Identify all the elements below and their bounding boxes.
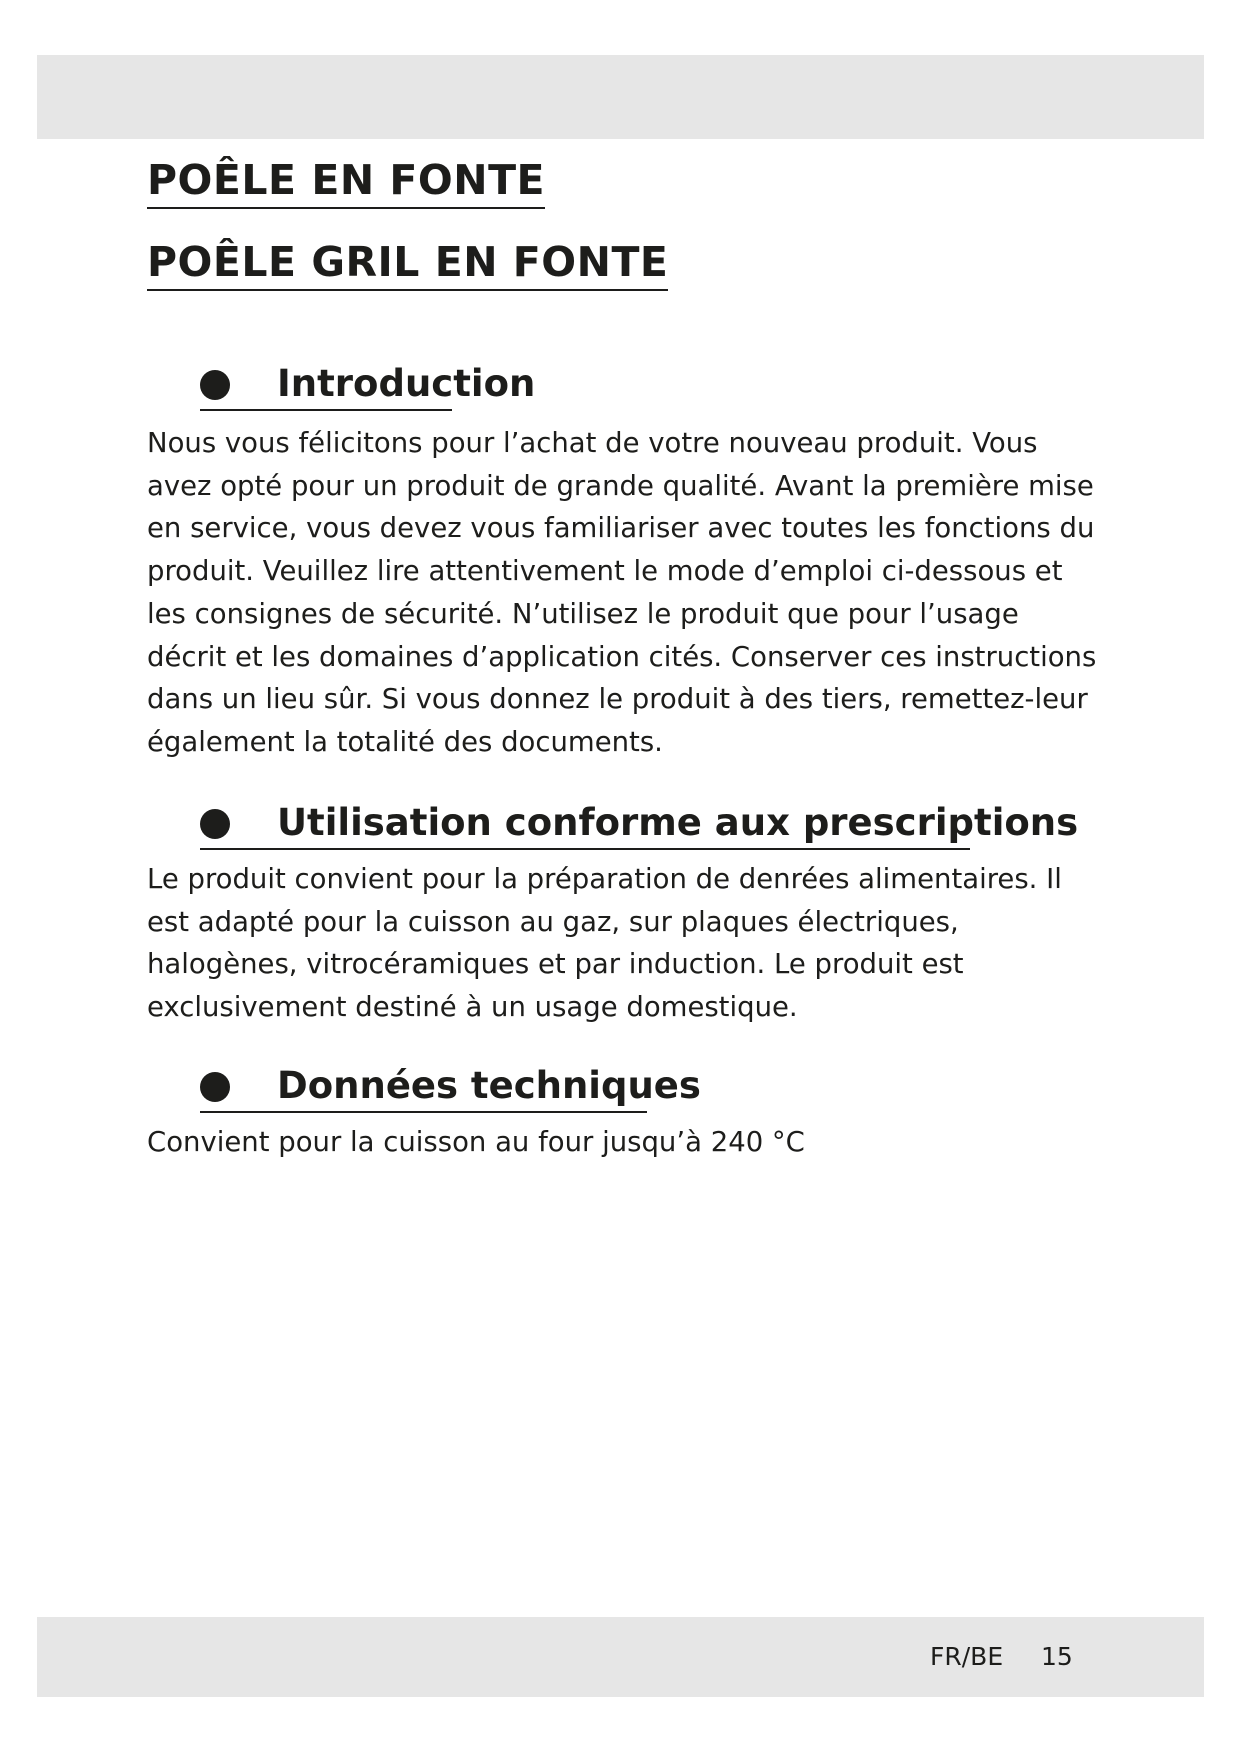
section-body-introduction: Nous vous félicitons pour l’achat de votre nouveau produit. Vous avez opté pour un produit de grande qualité. Avant la première mise en service, vous devez vous familiariser avec toutes les fonctions du produit. Veuillez lire attentivement le mode d’emploi ci-dessous et les consignes de sécurité. N’utilisez le produit que pour l’usage décrit et les domaines d’application cités. Conserver ces instructions dans un lieu sûr. Si vous donnez le produit à des tiers, remettez-leur également la totalité des documents. [147,427,1097,758]
section-body-intended-use: Le produit convient pour la préparation de denrées alimentaires. Il est adapté pour la cuisson au gaz, sur plaques électriques, halogènes, vitrocéramiques et par induction. Le produit est exclusivement destiné à un usage domestique. [147,863,1062,1024]
document-title-cast-iron-grill-pan: POÊLE GRIL EN FONTE [147,240,668,291]
section-title: Utilisation conforme aux prescriptions [277,801,1079,844]
section-title: Introduction [277,362,536,405]
heading-underline [200,1111,647,1113]
bullet-icon [200,809,230,839]
heading-underline [200,409,452,411]
footer-page-number: 15 [1041,1642,1073,1671]
section-title: Données techniques [277,1064,701,1107]
footer-language-code: FR/BE [930,1642,1004,1671]
document-title-cast-iron-pan: POÊLE EN FONTE [147,158,545,209]
footer-band [37,1617,1204,1697]
bullet-icon [200,1072,230,1102]
section-body-technical-data: Convient pour la cuisson au four jusqu’à 240 °C [147,1126,805,1158]
bullet-icon [200,370,230,400]
heading-underline [200,848,970,850]
header-band [37,55,1204,139]
